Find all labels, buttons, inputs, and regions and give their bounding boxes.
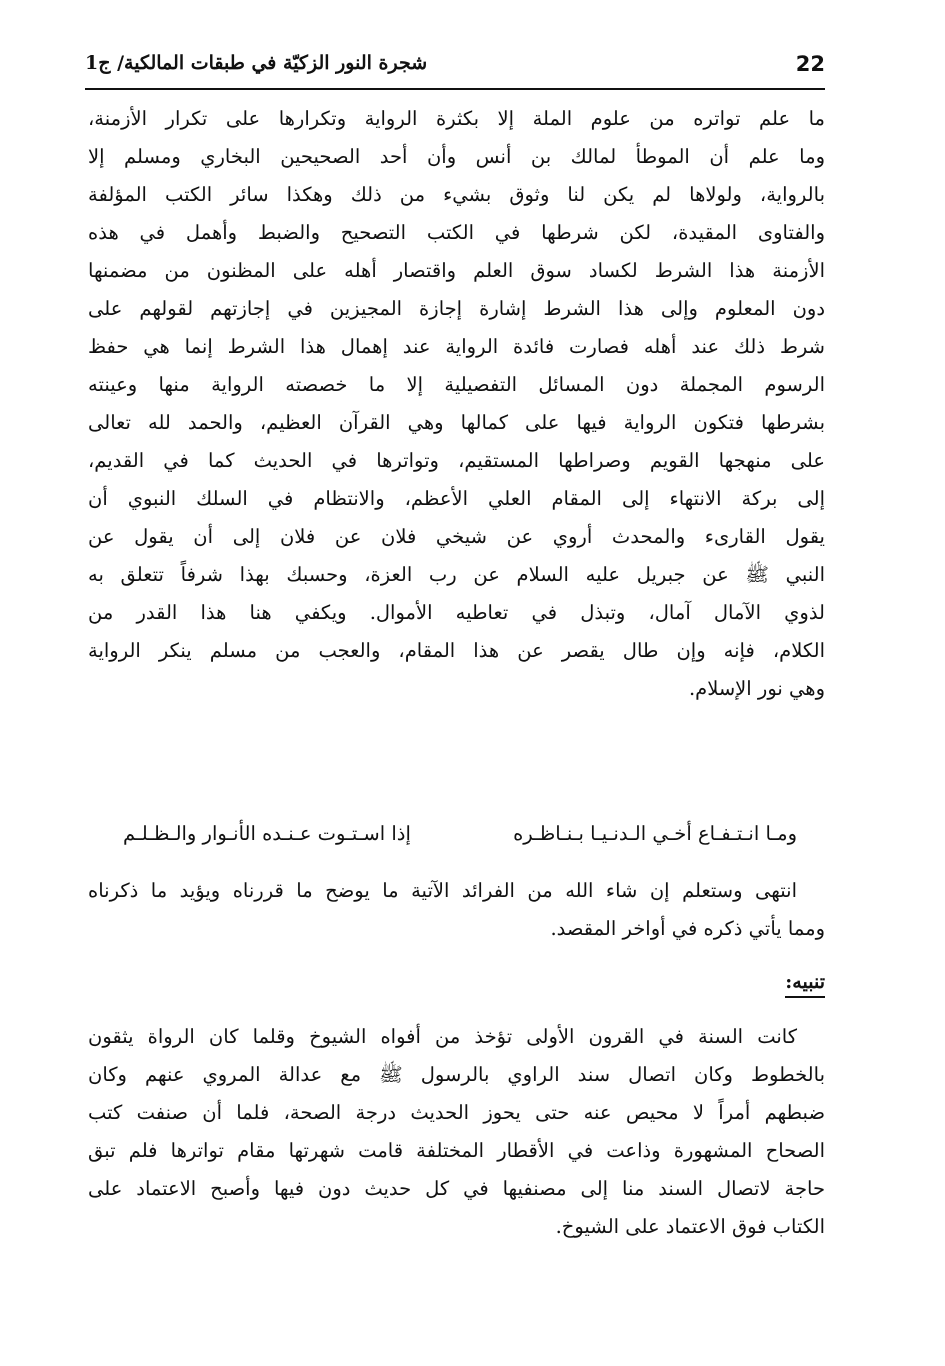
text-line: الكلام، فإنه وإن طال يقصر عن هذا المقام، والعجب من مسلم ينكر الرواية — [88, 639, 825, 662]
verse-first-hemistich: ومـا انـتـفـاع أخـي الـدنـيـا بـنـاظـره — [513, 822, 797, 845]
text-line: يقول القارىء والمحدث أروي عن شيخي فلان عن فلان إلى أن يقول عن — [88, 525, 825, 548]
text-line: الصحاح المشهورة وذاعت في الأقطار المختلفة قامت شهرتها مقام تواترها فلم تبق — [88, 1139, 825, 1162]
poetry-verse — [88, 822, 825, 862]
note-heading: تنبيه: — [785, 970, 825, 998]
page-number: 22 — [795, 52, 825, 76]
text-line: ما علم تواتره من علوم الملة إلا بكثرة الرواية وتكرارها على تكرار الأزمنة، — [88, 107, 825, 130]
text-line: لذوي الآمال آمال، وتبذل في تعاطيه الأموال. ويكفي هنا هذا القدر من — [88, 601, 825, 624]
verse-second-hemistich: إذا اسـتـوت عـنـده الأنـوار والـظـلـم — [123, 822, 411, 845]
text-line: وما علم أن الموطأ لمالك بن أنس وأن أحد الصحيحين البخاري ومسلم إلا — [88, 145, 825, 168]
text-line: ومما يأتي ذكره في أواخر المقصد. — [550, 917, 825, 940]
text-line: انتهى وستعلم إن شاء الله من الفرائد الآتية ما يوضح ما قررناه ويؤيد ما ذكرناه — [88, 879, 797, 902]
text-line: الأزمنة هذا الشرط لكساد سوق العلم واقتصار أهله على المظنون من مضمنها — [88, 259, 825, 282]
text-line: الرسوم المجملة دون المسائل التفصيلية إلا ما خصصته الرواية منها وعينته — [88, 373, 825, 396]
running-header — [85, 48, 825, 90]
text-line: شرط ذلك عند أهله فصارت فائدة الرواية عند إهمال هذا الشرط إنما هي حفظ — [88, 335, 825, 358]
paragraph-3 — [88, 1018, 825, 1246]
text-line: كانت السنة في القرون الأولى تؤخذ من أفواه الشيوخ وقلما كان الرواة يثقون — [88, 1025, 797, 1048]
book-title: شجرة النور الزكيّة في طبقات المالكية/ ج1 — [85, 52, 428, 74]
text-line: بالخطوط وكان اتصال سند الراوي بالرسول ﷺ مع عدالة المروي عنهم وكان — [88, 1063, 825, 1086]
text-line: بالرواية، ولولاها لم يكن لنا وثوق بشيء من ذلك وهكذا سائر الكتب المؤلفة — [88, 183, 825, 206]
text-line: حاجة لاتصال السند منا إلى مصنفيها في كل حديث دون فيها وأصبح الاعتماد على — [88, 1177, 825, 1200]
text-line: دون المعلوم وإلى هذا الشرط إشارة إجازة المجيزين في إجازتهم لقولهم على — [88, 297, 825, 320]
text-line: بشرطها فتكون الرواية فيها على كمالها وهي القرآن العظيم، والحمد لله تعالى — [88, 411, 825, 434]
text-line: والفتاوى المقيدة، لكن شرطها في الكتب التصحيح والضبط وأهمل في هذه — [88, 221, 825, 244]
text-line: وهي نور الإسلام. — [688, 677, 825, 700]
text-line: ضبطهم أمراً لا محيص عنه حتى يحوز الحديث درجة الصحة، فلما أن صنفت كتب — [88, 1101, 825, 1124]
paragraph-1 — [88, 100, 825, 708]
text-line: على منهجها القويم وصراطها المستقيم، وتواترها في الحديث كما في القديم، — [88, 449, 825, 472]
paragraph-2 — [88, 872, 825, 948]
text-line: النبي ﷺ عن جبريل عليه السلام عن رب العزة، وحسبك بهذا شرفاً تتعلق به — [88, 563, 825, 586]
text-line: إلى بركة الانتهاء إلى المقام العلي الأعظم، والانتظام في السلك النبوي أن — [88, 487, 825, 510]
text-line: الكتاب فوق الاعتماد على الشيوخ. — [555, 1215, 825, 1238]
